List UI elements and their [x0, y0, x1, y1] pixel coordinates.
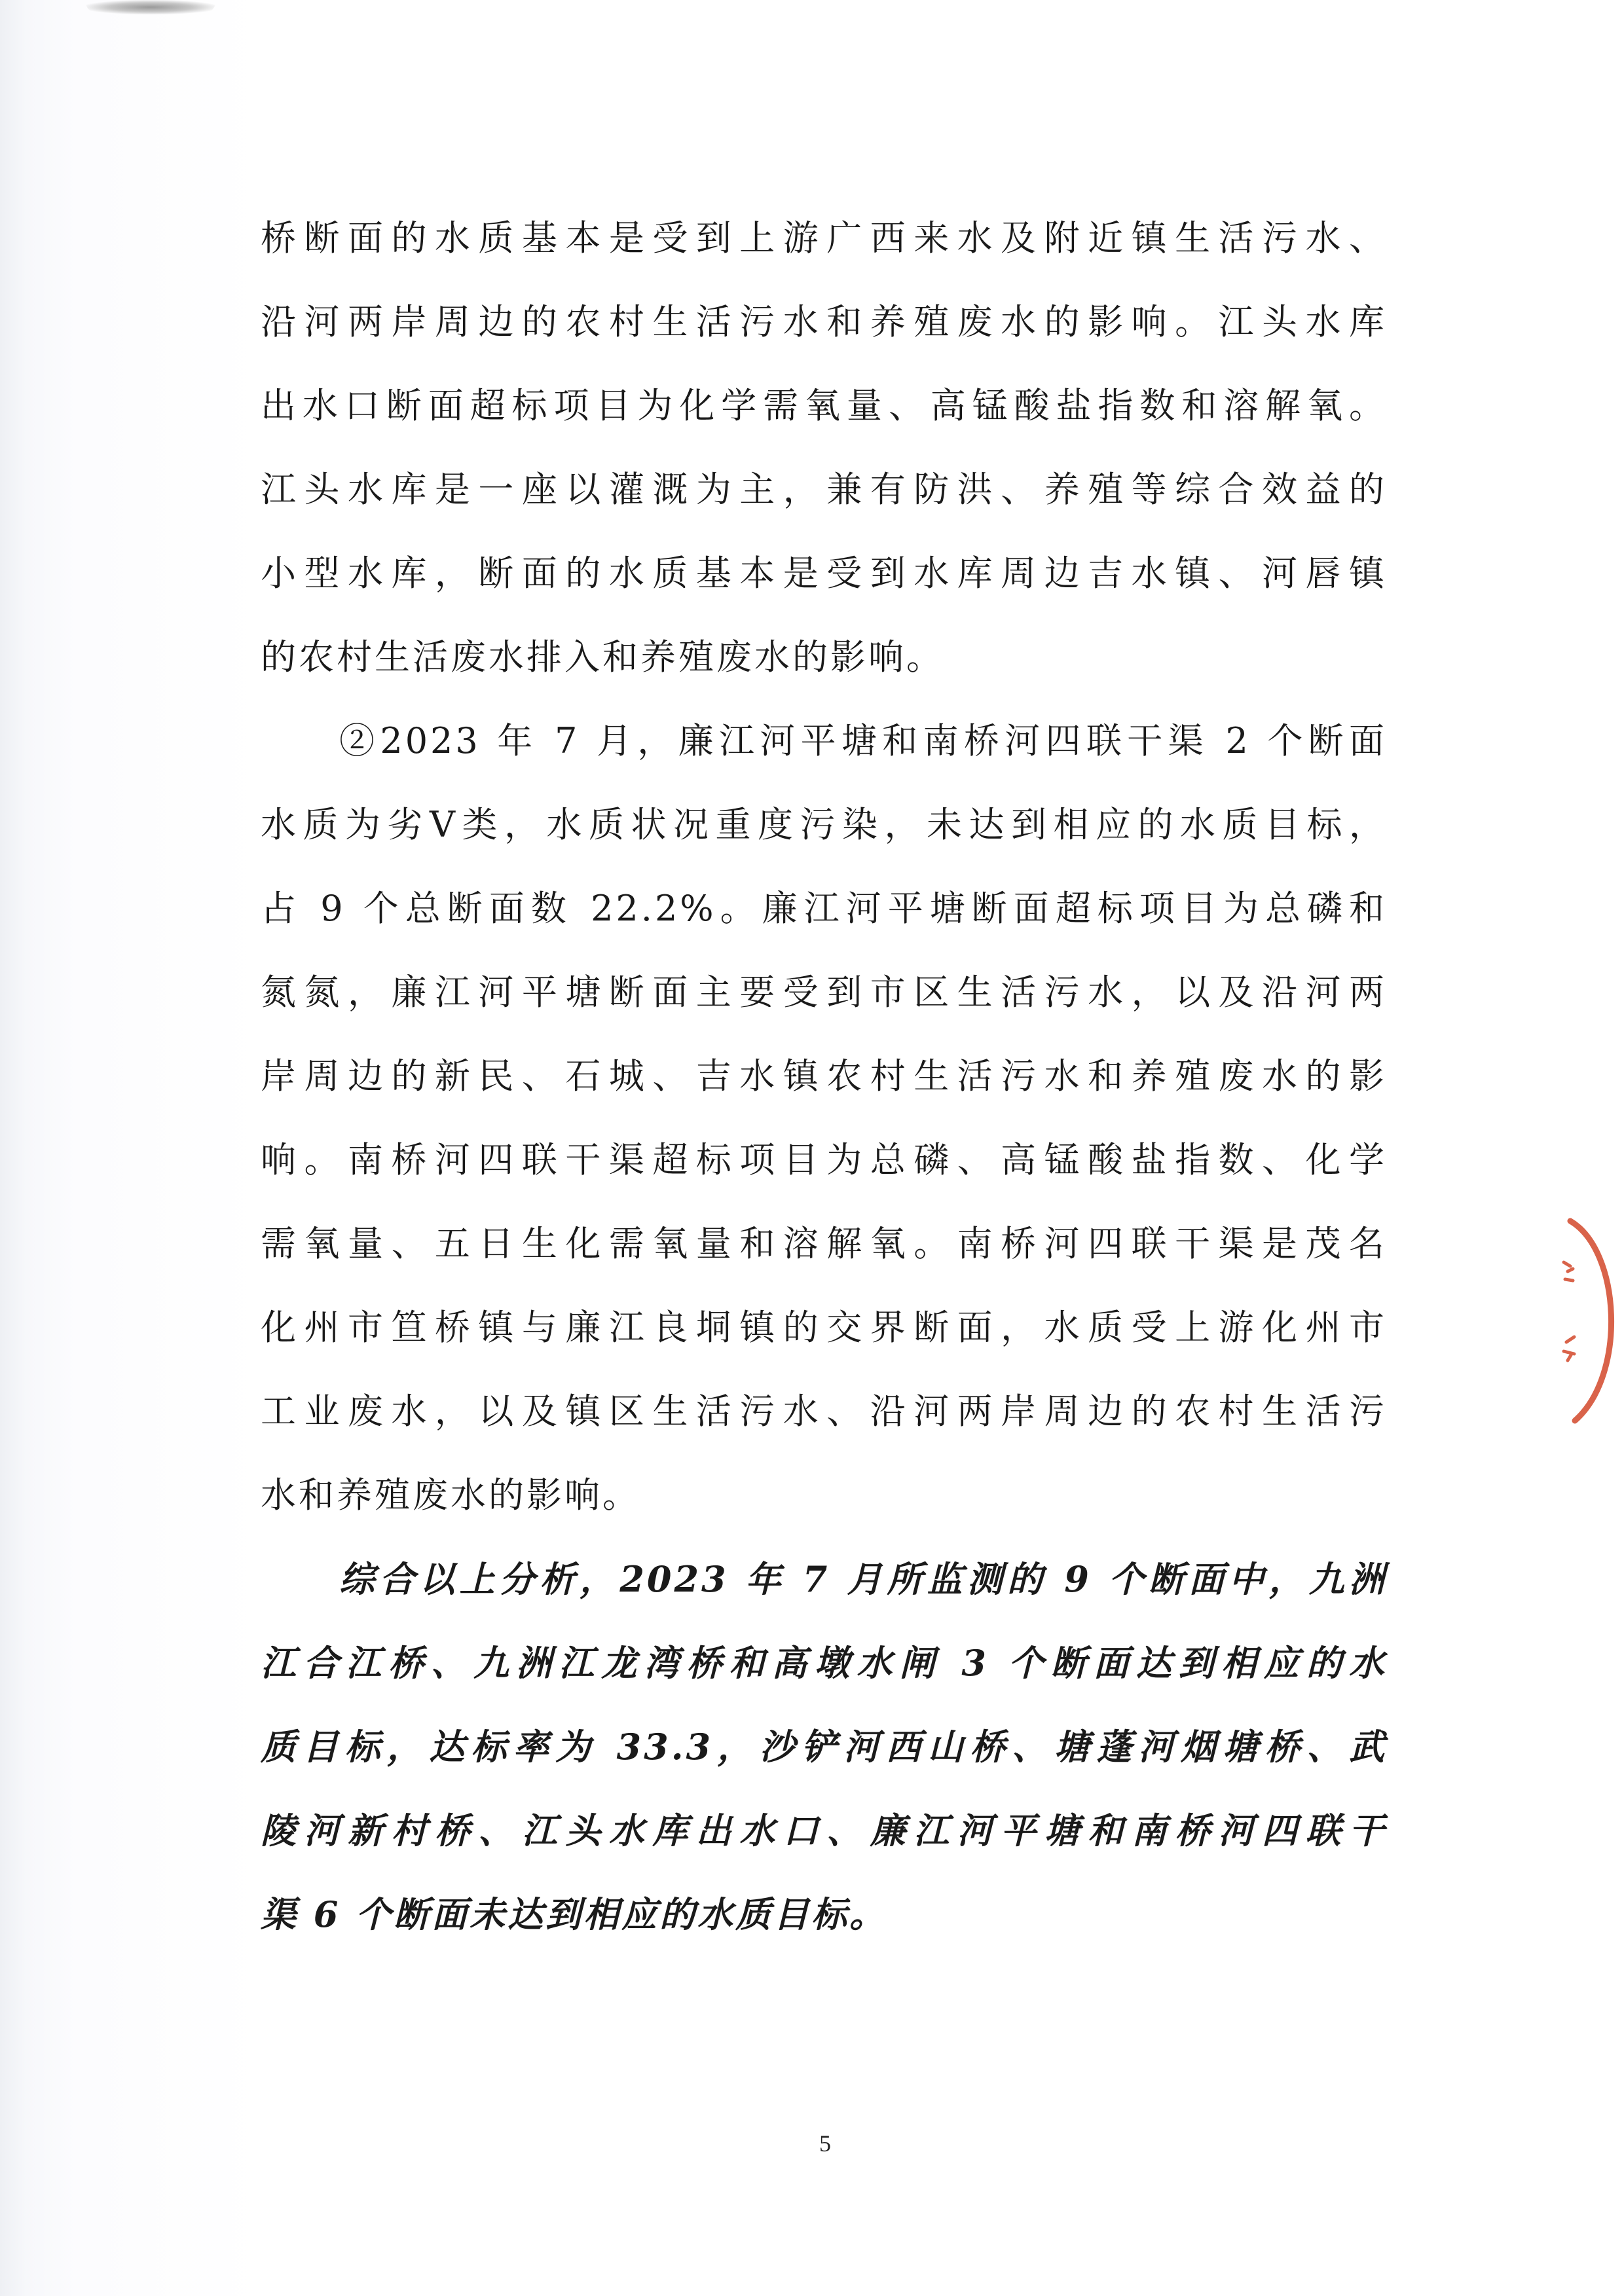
text-line: 水质为劣Ⅴ类，水质状况重度污染，未达到相应的水质目标，	[261, 804, 1387, 845]
text-line: 化州市笪桥镇与廉江良垌镇的交界断面，水质受上游化州市	[261, 1307, 1387, 1348]
red-seal-stamp-fragment	[1559, 1211, 1624, 1427]
text-line: 响。南桥河四联干渠超标项目为总磷、高锰酸盐指数、化学	[261, 1139, 1387, 1180]
text-line: ②2023 年 7 月，廉江河平塘和南桥河四联干渠 2 个断面	[339, 720, 1387, 761]
scan-artifact	[85, 0, 216, 14]
text-line: 质目标，达标率为 33.3，沙铲河西山桥、塘蓬河烟塘桥、武	[261, 1726, 1387, 1768]
text-line: 岸周边的新民、石城、吉水镇农村生活污水和养殖废水的影	[261, 1055, 1387, 1097]
text-line: 氮氮，廉江河平塘断面主要受到市区生活污水，以及沿河两	[261, 972, 1387, 1013]
text-line: 江头水库是一座以灌溉为主，兼有防洪、养殖等综合效益的	[261, 469, 1387, 510]
text-line: 陵河新村桥、江头水库出水口、廉江河平塘和南桥河四联干	[261, 1810, 1387, 1851]
text-line: 江合江桥、九洲江龙湾桥和高墩水闸 3 个断面达到相应的水	[261, 1642, 1387, 1684]
text-line: 占 9 个总断面数 22.2%。廉江河平塘断面超标项目为总磷和	[261, 888, 1387, 929]
text-line: 的农村生活废水排入和养殖废水的影响。	[261, 636, 944, 678]
text-line: 出水口断面超标项目为化学需氧量、高锰酸盐指数和溶解氧。	[261, 385, 1387, 426]
body-text	[261, 196, 1387, 1956]
page-number: 5	[819, 2130, 831, 2157]
text-line: 沿河两岸周边的农村生活污水和养殖废水的影响。江头水库	[261, 301, 1387, 342]
text-line: 桥断面的水质基本是受到上游广西来水及附近镇生活污水、	[261, 217, 1387, 259]
text-line: 水和养殖废水的影响。	[261, 1474, 640, 1516]
text-line: 综合以上分析，2023 年 7 月所监测的 9 个断面中，九洲	[339, 1558, 1387, 1600]
text-line: 工业废水，以及镇区生活污水、沿河两岸周边的农村生活污	[261, 1391, 1387, 1432]
text-line: 需氧量、五日生化需氧量和溶解氧。南桥河四联干渠是茂名	[261, 1223, 1387, 1264]
text-line: 小型水库，断面的水质基本是受到水库周边吉水镇、河唇镇	[261, 553, 1387, 594]
text-line: 渠 6 个断面未达到相应的水质目标。	[261, 1893, 888, 1935]
